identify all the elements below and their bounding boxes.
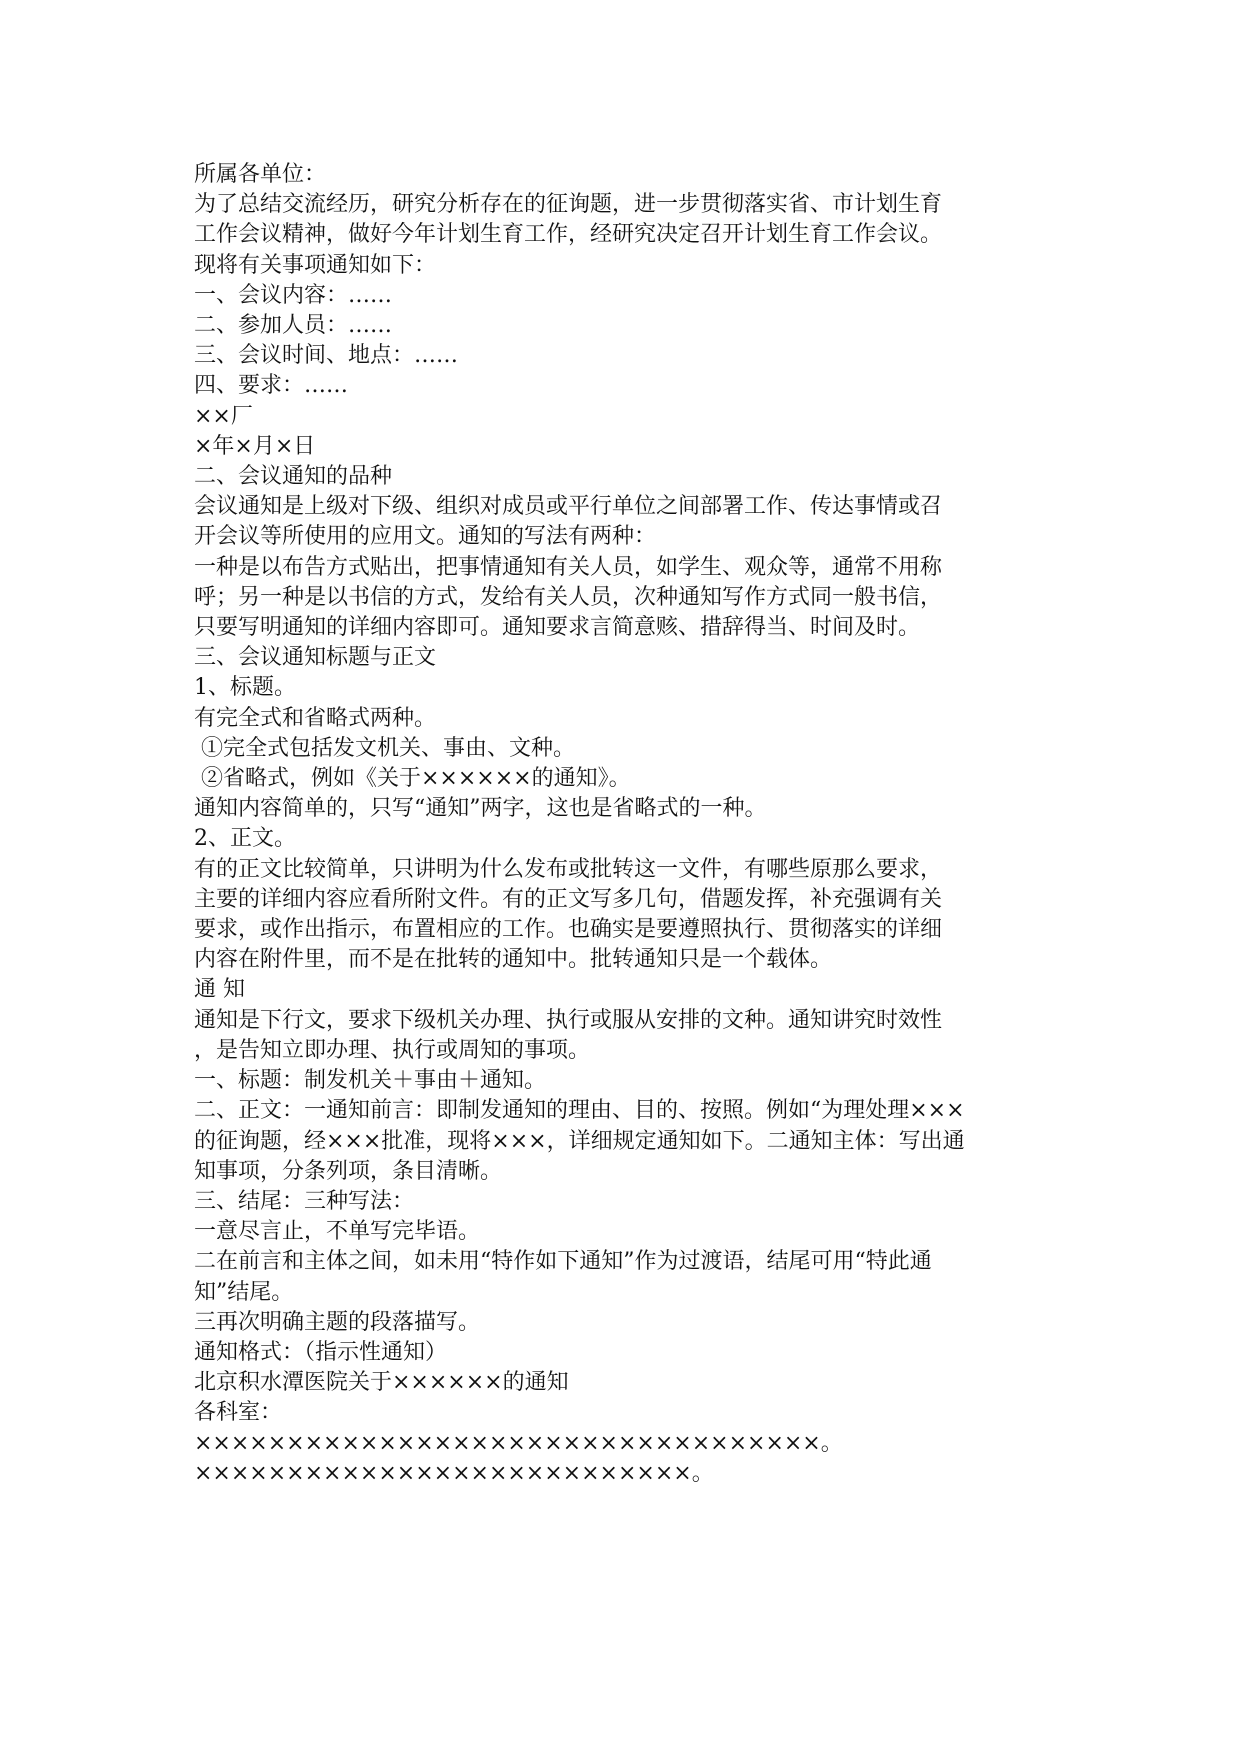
text-line: 通 知 xyxy=(194,977,245,1003)
text-line: 二、参加人员：…… xyxy=(194,313,393,339)
text-line: 2、正文。 xyxy=(194,826,296,852)
text-line: 为了总结交流经历，研究分析存在的征询题，进一步贯彻落实省、市计划生育 xyxy=(194,192,943,218)
text-line: 知事项，分条列项，条目清晰。 xyxy=(194,1158,503,1184)
text-line: 内容在附件里，而不是在批转的通知中。批转通知只是一个载体。 xyxy=(194,947,833,973)
text-line: 各科室： xyxy=(194,1400,283,1426)
text-line: 二、正文：一通知前言：即制发通知的理由、目的、按照。例如“为理处理××× xyxy=(194,1098,965,1124)
text-line: 三、会议通知标题与正文 xyxy=(194,645,437,671)
text-line: 1、标题。 xyxy=(194,675,296,701)
text-line: ××厂 xyxy=(194,403,253,429)
text-line: ，是告知立即办理、执行或周知的事项。 xyxy=(194,1037,591,1063)
text-line: 一、会议内容：…… xyxy=(194,282,393,308)
text-line: 知”结尾。 xyxy=(194,1279,294,1305)
text-line: 一意尽言止，不单写完毕语。 xyxy=(194,1219,481,1245)
text-line: 所属各单位： xyxy=(194,162,327,187)
text-line: 的征询题，经×××批准，现将×××，详细规定通知如下。二通知主体：写出通 xyxy=(194,1128,965,1154)
text-line: ××××××××××××××××××××××××××××××××××。 xyxy=(194,1430,843,1456)
text-line: 要求，或作出指示，布置相应的工作。也确实是要遵照执行、贯彻落实的详细 xyxy=(194,917,943,943)
text-line: 只要写明通知的详细内容即可。通知要求言简意赅、措辞得当、时间及时。 xyxy=(194,615,921,641)
text-line: 二在前言和主体之间，如未用“特作如下通知”作为过渡语，结尾可用“特此通 xyxy=(194,1249,932,1275)
text-line: 呼；另一种是以书信的方式，发给有关人员，次种通知写作方式同一般书信， xyxy=(194,584,943,610)
text-line: 一、标题：制发机关＋事由＋通知。 xyxy=(194,1068,547,1094)
text-line: 通知格式：（指示性通知） xyxy=(194,1339,448,1365)
text-line: 工作会议精神，做好今年计划生育工作，经研究决定召开计划生育工作会议。 xyxy=(194,222,943,248)
text-line: 有的正文比较简单，只讲明为什么发布或批转这一文件，有哪些原那么要求， xyxy=(194,856,943,882)
text-line: 四、要求：…… xyxy=(194,373,349,399)
text-line: ×年×月×日 xyxy=(194,433,316,459)
text-line: 通知是下行文，要求下级机关办理、执行或服从安排的文种。通知讲究时效性 xyxy=(194,1007,943,1033)
text-line: 会议通知是上级对下级、组织对成员或平行单位之间部署工作、传达事情或召 xyxy=(194,494,943,520)
text-line: 北京积水潭医院关于××××××的通知 xyxy=(194,1370,569,1396)
text-line: 三、结尾：三种写法： xyxy=(194,1188,415,1214)
text-line: ①完全式包括发文机关、事由、文种。 xyxy=(194,735,575,761)
text-line: 通知内容简单的，只写“通知”两字，这也是省略式的一种。 xyxy=(194,796,767,822)
text-line: 有完全式和省略式两种。 xyxy=(194,705,437,731)
text-line: 现将有关事项通知如下： xyxy=(194,252,437,278)
document-body xyxy=(194,160,1054,1489)
text-line: 开会议等所使用的应用文。通知的写法有两种： xyxy=(194,524,657,550)
text-line: 一种是以布告方式贴出，把事情通知有关人员，如学生、观众等，通常不用称 xyxy=(194,554,943,580)
text-line: 三、会议时间、地点：…… xyxy=(194,343,459,369)
text-line: 主要的详细内容应看所附文件。有的正文写多几句，借题发挥，补充强调有关 xyxy=(194,886,943,912)
text-line: 二、会议通知的品种 xyxy=(194,464,393,490)
text-line: ②省略式，例如《关于××××××的通知》。 xyxy=(194,766,631,792)
text-line: 三再次明确主题的段落描写。 xyxy=(194,1309,481,1335)
text-line: ×××××××××××××××××××××××××××。 xyxy=(194,1460,714,1486)
